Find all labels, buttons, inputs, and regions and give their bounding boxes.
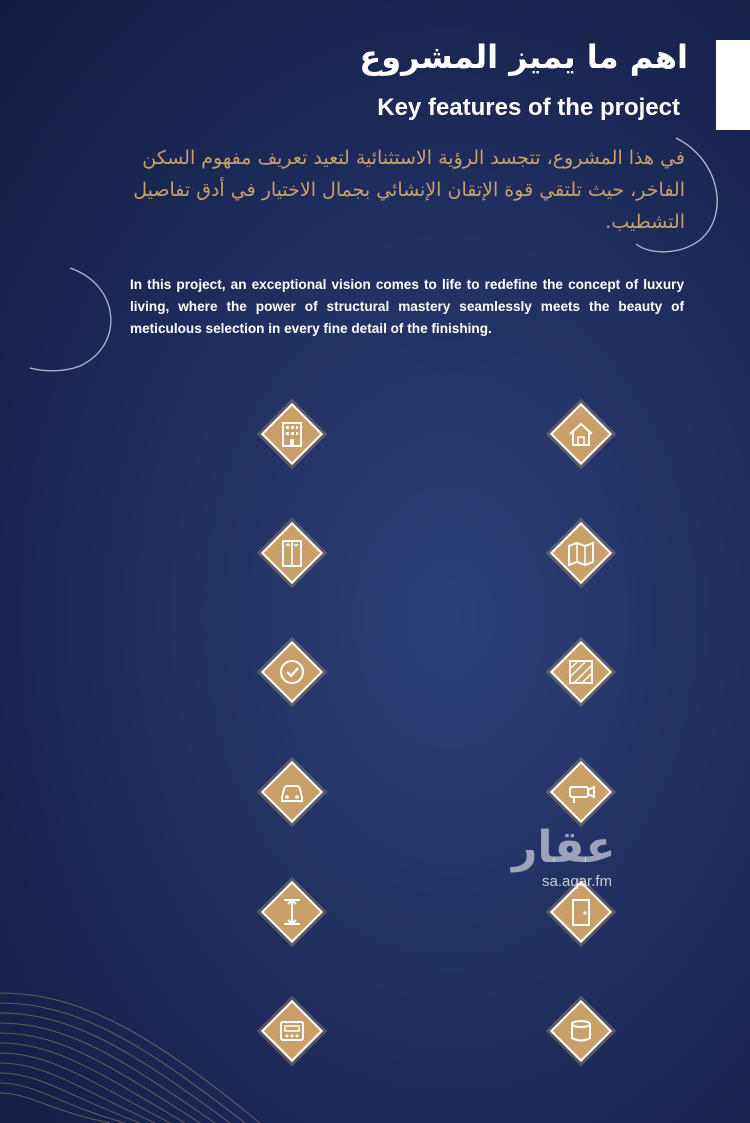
watermark-brand: عقار [512,822,616,873]
ceiling-height-icon [275,895,309,929]
door-icon [564,895,598,929]
meter-icon [275,1014,309,1048]
camera-icon [564,775,598,809]
intro-text-arabic: في هذا المشروع، تتجسد الرؤية الاستثنائية لتعيد تعريف مفهوم السكن الفاخر، حيث تلتقي قوة الإتقان الإنشائي بجمال الاختيار في أدق تفاصيل التشطيب. [133,147,685,233]
smart-home-icon [564,417,598,451]
watermark-url: sa.aqar.fm [542,873,613,890]
intro-text-english: In this project, an exceptional vision comes to life to redefine the concept of luxury living, where the power of structural mastery seamlessly meets the beauty of meticulous selection in every fine detail of the finishing. [130,277,684,336]
elevator-icon [275,536,309,570]
water-tank-icon [564,1014,598,1048]
map-icon [564,536,598,570]
decorative-wave-pattern [0,983,260,1123]
page-title-english: Key features of the project [377,94,680,121]
quality-badge-icon [275,655,309,689]
tiles-icon [564,655,598,689]
white-corner-tab [716,40,750,130]
building-icon [275,417,309,451]
page-title-arabic: اهم ما يميز المشروع [359,38,688,76]
car-icon [275,775,309,809]
